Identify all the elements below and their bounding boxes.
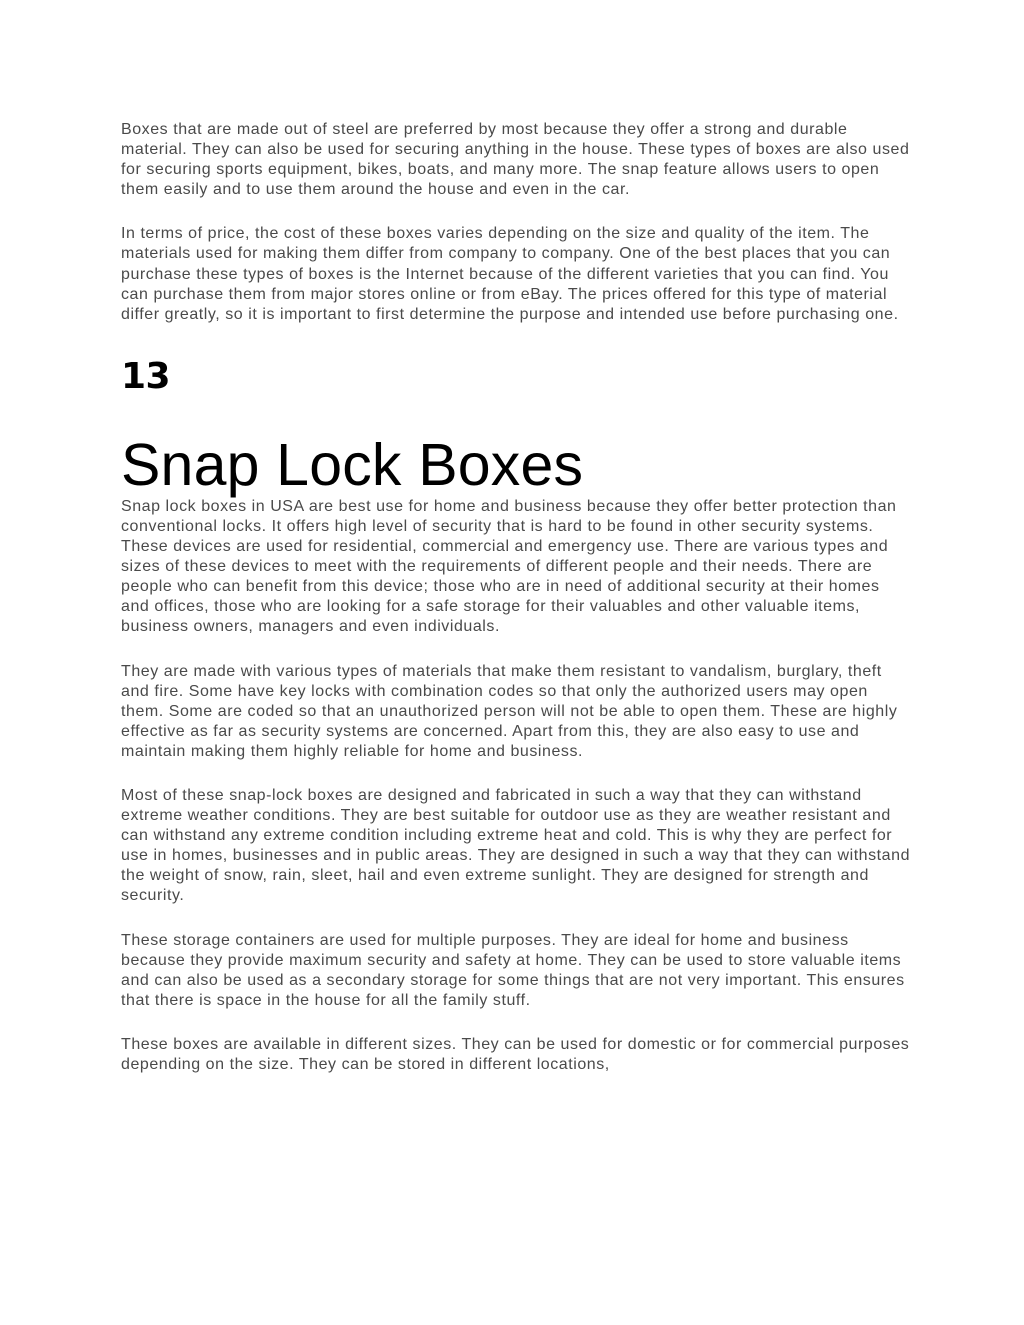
section-number: 13: [121, 355, 171, 397]
document-page: [121, 120, 911, 1099]
intro-paragraph-1: Boxes that are made out of steel are preferred by most because they offer a strong and durable material. They can also be used for securing anything in the house. These types of boxes are also used for securing sports equipment, bikes, boats, and many more. The snap feature allows users to open them easily and to use them around the house and even in the car.: [121, 121, 910, 199]
section-title: Snap Lock Boxes: [121, 431, 584, 498]
section-paragraph-2: They are made with various types of materials that make them resistant to vandalism, burglary, theft and fire. Some have key locks with combination codes so that only the authorized users may open them. Some are coded so that an unauthorized person will not be able to open them. These are highly effective as far as security systems are concerned. Apart from this, they are also easy to use and maintain making them highly reliable for home and business.: [121, 662, 898, 760]
section-paragraph-5: These boxes are available in different sizes. They can be used for domestic or for commercial purposes depending on the size. They can be stored in different locations,: [121, 1035, 910, 1073]
intro-paragraph-2: In terms of price, the cost of these boxes varies depending on the size and quality of the item. The materials used for making them differ from company to company. One of the best places that you can purchase these types of boxes is the Internet because of the different varieties that you can find. You can purchase them from major stores online or from eBay. The prices offered for this type of material differ greatly, so it is important to first determine the purpose and intended use before purchasing one.: [121, 225, 899, 323]
section-paragraph-1: Snap lock boxes in USA are best use for home and business because they offer better protection than conventional locks. It offers high level of security that is hard to be found in other security systems. These devices are used for residential, commercial and emergency use. There are various types and sizes of these devices to meet with the requirements of different people and their needs. There are people who can benefit from this device; those who are in need of additional security at their homes and offices, those who are looking for a safe storage for their valuables and other valuable items, business owners, managers and even individuals.: [121, 497, 897, 636]
section-paragraph-4: These storage containers are used for multiple purposes. They are ideal for home and business because they provide maximum security and safety at home. They can be used to store valuable items and can also be used as a secondary storage for some things that are not very important. This ensures that there is space in the house for all the family stuff.: [121, 931, 905, 1009]
section-paragraph-3: Most of these snap-lock boxes are designed and fabricated in such a way that they can withstand extreme weather conditions. They are best suitable for outdoor use as they are weather resistant and can withstand any extreme condition including extreme heat and cold. This is why they are perfect for use in homes, businesses and in public areas. They are designed in such a way that they can withstand the weight of snow, rain, sleet, hail and even extreme sunlight. They are designed for strength and security.: [121, 786, 911, 905]
